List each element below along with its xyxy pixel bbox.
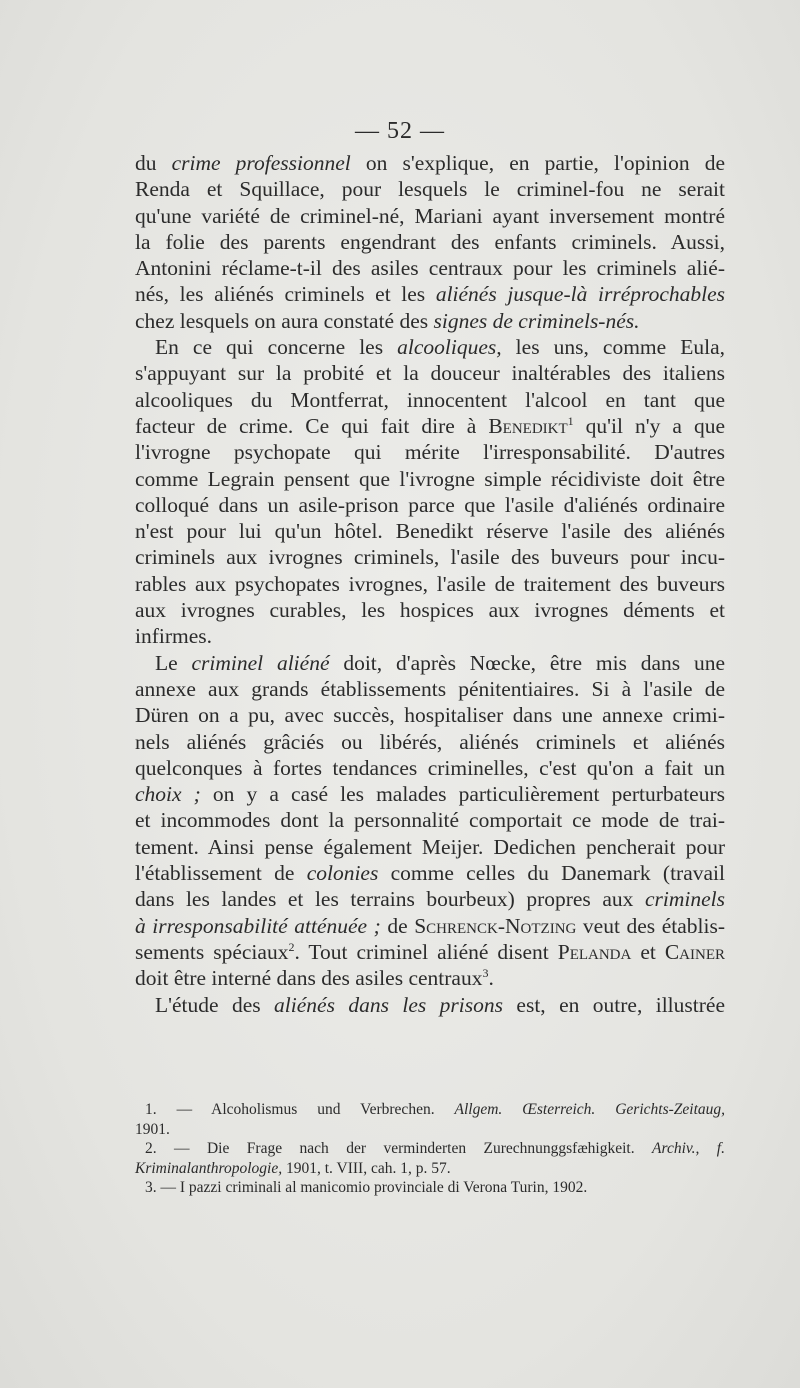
text-run: infirmes.	[135, 624, 213, 649]
italic-text: aliénés dans les prisons	[274, 992, 503, 1017]
text-run: doit, d'après Nœcke, être mis dans une	[329, 650, 725, 675]
text-run: Düren on a pu, avec succès, hospitaliser dans une annexe crimi-	[135, 703, 725, 728]
footnote-line	[135, 1178, 725, 1198]
text-run: 3. — I pazzi criminali al manicomio provinciale di Verona Turin, 1902.	[145, 1179, 588, 1196]
italic-text: signes de criminels-nés.	[433, 308, 640, 333]
text-run: on y a casé les malades particulièrement perturbateurs	[200, 782, 725, 807]
italic-text: alcooliques,	[397, 335, 502, 360]
text-run: colloqué dans un asile-prison parce que l'asile d'aliénés ordinaire	[135, 492, 725, 517]
text-run: est, en outre, illustrée	[503, 992, 725, 1017]
text-run: chez lesquels on aura constaté des	[135, 308, 434, 333]
text-line	[135, 676, 725, 702]
text-run: En ce qui concerne les	[155, 335, 398, 360]
text-run: facteur de crime. Ce qui fait dire à	[135, 413, 489, 438]
footnote-line	[135, 1159, 725, 1179]
text-line	[135, 203, 725, 229]
text-line	[135, 176, 725, 202]
text-line	[135, 834, 725, 860]
text-line	[135, 150, 725, 176]
text-run: veut des établis-	[576, 913, 725, 938]
text-line	[135, 466, 725, 492]
text-run: dans les landes et les terrains bourbeux) propres aux	[135, 887, 645, 912]
text-line	[135, 334, 725, 360]
author-name: Benedikt	[488, 413, 568, 438]
italic-text: colonies	[306, 861, 379, 886]
text-line	[135, 992, 725, 1018]
text-line	[135, 544, 725, 570]
text-line	[135, 807, 725, 833]
text-run: rables aux psychopates ivrognes, l'asile de traitement des buveurs	[135, 571, 725, 596]
text-run: l'établissement de	[135, 861, 307, 886]
italic-text: criminel aliéné	[191, 650, 330, 675]
text-run: qu'il n'y a que	[573, 413, 725, 438]
text-line	[135, 492, 725, 518]
italic-text: choix ;	[135, 782, 201, 807]
text-run: Antonini réclame-t-il des asiles centraux pour les criminels alié-	[135, 256, 725, 281]
text-line	[135, 939, 725, 965]
text-line	[135, 413, 725, 439]
text-run: nels aliénés grâciés ou libérés, aliénés criminels et aliénés	[135, 729, 725, 754]
text-run: annexe aux grands établissements pénitentiaires. Si à l'asile de	[135, 676, 725, 701]
italic-text: aliénés jusque-là irréprochables	[435, 282, 725, 307]
text-run: .	[488, 966, 494, 991]
italic-text: Archiv., f.	[652, 1140, 725, 1157]
text-run: doit être interné dans des asiles centraux	[135, 966, 483, 991]
text-run: les uns, comme Eula,	[501, 335, 726, 360]
text-run: 1901.	[135, 1120, 170, 1138]
author-name: Cainer	[664, 939, 725, 964]
text-line	[135, 650, 725, 676]
text-run: qu'une variété de criminel-né, Mariani ayant inversement montré	[135, 203, 725, 228]
italic-text: Kriminalanthropologie,	[135, 1159, 283, 1177]
text-line	[135, 755, 725, 781]
footnote-ref: 3	[482, 966, 489, 981]
text-line	[135, 965, 725, 991]
text-line	[135, 229, 725, 255]
author-name: Pelanda	[557, 939, 632, 964]
text-run: alcooliques du Montferrat, innocentent l'alcool en tant que	[135, 387, 725, 412]
text-line	[135, 913, 725, 939]
italic-text: crime professionnel	[171, 151, 351, 175]
text-line	[135, 781, 725, 807]
text-line	[135, 597, 725, 623]
text-run: s'appuyant sur la probité et la douceur inaltérables des italiens	[135, 361, 725, 386]
text-run: la folie des parents engendrant des enfants criminels. Aussi,	[135, 229, 725, 254]
text-line	[135, 702, 725, 728]
italic-text: criminels	[644, 887, 725, 912]
text-run: l'ivrogne psychopate qui mérite l'irresponsabilité. D'autres	[135, 440, 725, 465]
author-name: Schrenck-Notzing	[414, 913, 577, 938]
footnote-line	[135, 1120, 725, 1140]
text-run: et	[631, 939, 665, 964]
text-run: et incommodes dont la personnalité comportait ce mode de trai-	[135, 808, 725, 833]
text-line	[135, 729, 725, 755]
text-run: 1901, t. VIII, cah. 1, p. 57.	[282, 1159, 451, 1177]
footnote-line	[135, 1100, 725, 1120]
text-run: n'est pour lui qu'un hôtel. Benedikt réserve l'asile des aliénés	[135, 519, 725, 544]
text-run: aux ivrognes curables, les hospices aux ivrognes déments et	[135, 598, 725, 623]
text-line	[135, 255, 725, 281]
text-run: comme celles du Danemark (travail	[378, 861, 725, 886]
text-run: sements spéciaux	[135, 939, 289, 964]
text-line	[135, 360, 725, 386]
text-run: 1. — Alcoholismus und Verbrechen.	[145, 1101, 455, 1118]
text-line	[135, 308, 725, 334]
text-run: on s'explique, en partie, l'opinion de	[350, 151, 725, 175]
italic-text: Allgem. Œsterreich. Gerichts-Zeitaug,	[454, 1101, 726, 1118]
text-run: 2. — Die Frage nach der verminderten Zurechnunggsfæhigkeit.	[145, 1140, 653, 1157]
footnote-ref: 1	[567, 413, 574, 428]
footnote-ref: 2	[288, 939, 295, 954]
text-line	[135, 886, 725, 912]
footnote-line	[135, 1139, 725, 1159]
text-line	[135, 518, 725, 544]
text-line	[135, 387, 725, 413]
footnotes	[135, 1100, 725, 1198]
italic-text: à irresponsabilité atténuée ;	[135, 913, 381, 938]
text-line	[135, 571, 725, 597]
text-line	[135, 623, 725, 649]
text-run: Renda et Squillace, pour lesquels le criminel-fou ne serait	[135, 177, 725, 202]
text-line	[135, 281, 725, 307]
text-run: L'étude des	[155, 992, 275, 1017]
text-run: de	[380, 913, 415, 938]
text-run: nés, les aliénés criminels et les	[135, 282, 436, 307]
text-run: quelconques à fortes tendances criminelles, c'est qu'on a fait un	[135, 755, 725, 780]
text-run: criminels aux ivrognes criminels, l'asile des buveurs pour incu-	[135, 545, 725, 570]
text-run: du	[135, 151, 172, 175]
text-run: tement. Ainsi pense également Meijer. Dedichen pencherait pour	[135, 834, 725, 859]
page-number: — 52 —	[355, 118, 445, 144]
text-line	[135, 439, 725, 465]
text-run: . Tout criminel aliéné disent	[294, 939, 558, 964]
text-line	[135, 860, 725, 886]
body-text	[135, 150, 725, 1018]
text-run: Le	[155, 650, 192, 675]
text-run: comme Legrain pensent que l'ivrogne simple récidiviste doit être	[135, 466, 725, 491]
